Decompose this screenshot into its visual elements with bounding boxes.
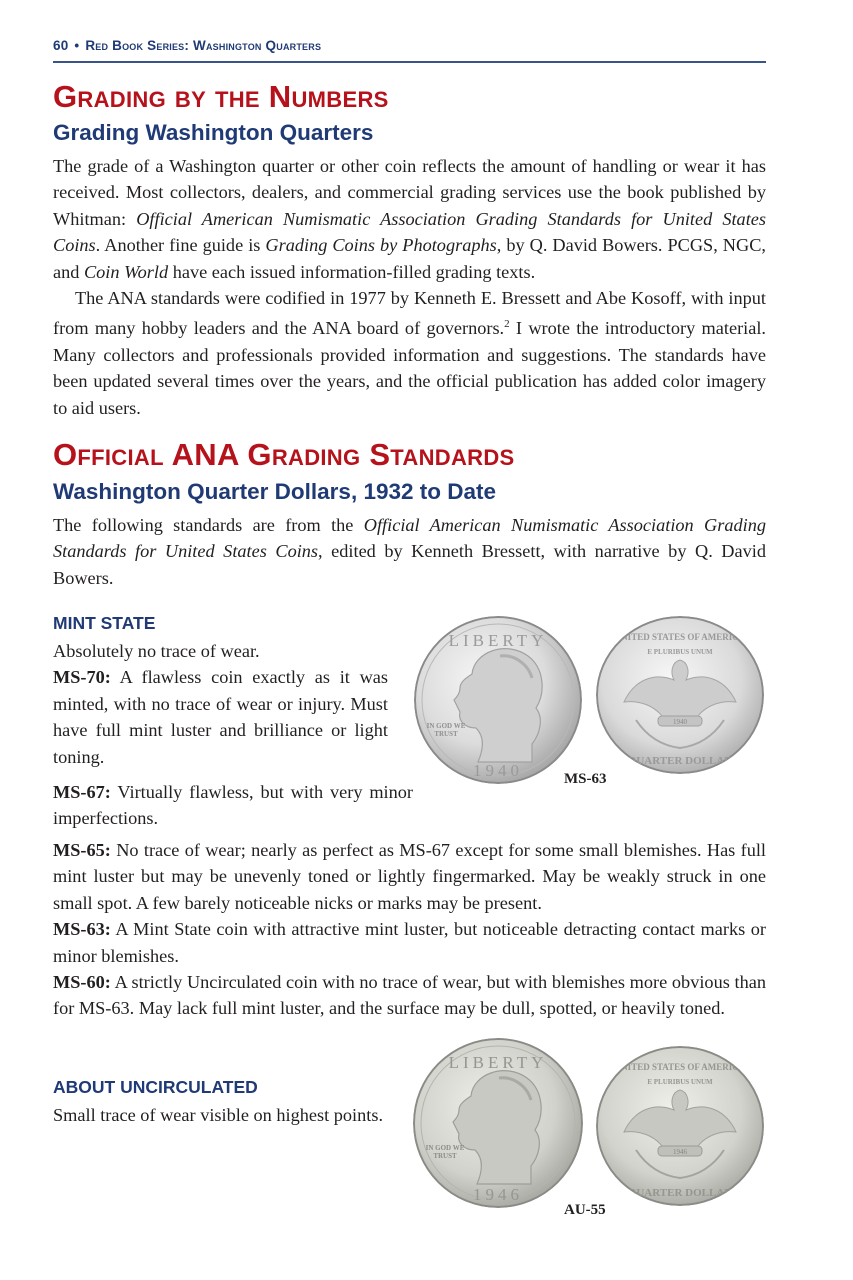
svg-text:TRUST: TRUST [434, 730, 458, 738]
coin-obverse-ms63 [414, 616, 582, 784]
grade-ms63 [53, 916, 766, 969]
book-title-ana-standards: Official American Numismatic Association Grading Standards for United States Coins [53, 515, 766, 562]
running-header [53, 38, 321, 53]
book-title-ana-standards: Official American Numismatic Association Grading Standards for United States Coins [53, 208, 766, 256]
footnote-marker: 2 [504, 318, 510, 331]
text-run: The following standards are from the [53, 515, 364, 535]
paragraph-grading-intro [53, 153, 766, 285]
svg-text:1946: 1946 [473, 1185, 523, 1204]
section-title-official-ana-standards: Official ANA Grading Standards [53, 437, 515, 472]
section-subtitle-washington-quarter-dollars: Washington Quarter Dollars, 1932 to Date [53, 479, 497, 504]
svg-text:TRUST: TRUST [433, 1152, 457, 1160]
grade-label: MS-60: [53, 972, 111, 993]
coin-reverse-ms63 [596, 616, 764, 774]
intro-body [53, 153, 766, 421]
page-number: 60 [53, 38, 69, 53]
heading-mint-state: MINT STATE [53, 613, 156, 633]
header-rule [53, 61, 766, 63]
svg-text:1940: 1940 [473, 761, 523, 780]
text-run: have each issued information-filled grading texts. [168, 261, 536, 282]
grade-ms60 [53, 969, 766, 1022]
mint-state-full-column [53, 837, 766, 1022]
svg-text:IN GOD WE: IN GOD WE [426, 722, 466, 730]
grade-label: MS-67: [53, 782, 111, 802]
text-run: The ANA standards were codified in 1977 by Kenneth E. Bressett and Abe Kosoff, with input from many hobby leaders and the ANA board of governors. [53, 288, 766, 339]
paragraph-ana-history [53, 285, 766, 421]
series-title: Red Book Series: Washington Quarters [85, 38, 322, 53]
grade-text: A strictly Uncirculated coin with no trace of wear, but with blemishes more obvious than for MS-63. May lack full mint luster, and the surface may be dull, spotted, or heavily toned. [53, 972, 766, 1019]
mint-state-description: Absolutely no trace of wear. [53, 641, 260, 661]
section-subtitle-grading-washington-quarters: Grading Washington Quarters [53, 120, 374, 145]
text-run: , by Q. David Bowers. PCGS, NGC, and [53, 235, 766, 282]
grade-label: MS-65: [53, 840, 111, 860]
text-run: . Another fine guide is [95, 235, 266, 256]
svg-text:E PLURIBUS UNUM: E PLURIBUS UNUM [647, 648, 713, 656]
svg-text:QUARTER DOLLAR: QUARTER DOLLAR [627, 755, 733, 767]
svg-text:UNITED STATES OF AMERICA: UNITED STATES OF AMERICA [614, 632, 746, 642]
coin-reverse-au55 [596, 1046, 764, 1206]
svg-text:UNITED STATES OF AMERICA: UNITED STATES OF AMERICA [614, 1062, 746, 1072]
book-title-grading-by-photographs: Grading Coins by Photographs [265, 235, 497, 256]
coin-caption-au55: AU-55 [564, 1202, 606, 1218]
text-run: , edited by Kenneth Bressett, with narrative by Q. David Bowers. [53, 541, 766, 588]
about-uncirculated-description [53, 1102, 388, 1128]
grade-text: No trace of wear; nearly as perfect as MS-67 except for some small blemishes. Has full mint luster but may be unevenly toned or lightly fingermarked. May be weakly struck in one small spot. A few barely noticeable nicks or marks may be present. [53, 840, 766, 913]
section-title-grading-by-numbers: Grading by the Numbers [53, 79, 389, 114]
publication-coin-world: Coin World [83, 261, 169, 282]
svg-text:1940: 1940 [673, 718, 687, 726]
grade-ms65 [53, 837, 766, 916]
heading-about-uncirculated: ABOUT UNCIRCULATED [53, 1077, 258, 1097]
grade-text: A flawless coin exactly as it was minted, with no trace of wear or injury. Must have full mint luster and brilliance or light toning. [53, 667, 388, 767]
standards-intro [53, 512, 766, 591]
grade-label: MS-63: [53, 919, 111, 940]
grade-ms67 [53, 779, 413, 832]
header-separator: • [74, 38, 80, 53]
grade-text: Virtually flawless, but with very minor imperfections. [53, 782, 413, 829]
svg-text:E PLURIBUS UNUM: E PLURIBUS UNUM [647, 1078, 713, 1086]
svg-text:IN GOD WE: IN GOD WE [425, 1144, 465, 1152]
text-run: I wrote the introductory material. Many collectors and professionals provided information and suggestions. The standards have been updated several times over the years, and the official publication has added color imagery to aid users. [53, 318, 766, 418]
svg-text:LIBERTY: LIBERTY [448, 1053, 548, 1072]
svg-text:QUARTER DOLLAR: QUARTER DOLLAR [627, 1187, 733, 1199]
grade-label: MS-70: [53, 667, 111, 688]
grade-text: A Mint State coin with attractive mint luster, but noticeable detracting contact marks or minor blemishes. [53, 919, 766, 966]
au-description-text: Small trace of wear visible on highest points. [53, 1105, 384, 1125]
svg-text:1946: 1946 [673, 1148, 687, 1156]
coin-obverse-au55 [413, 1038, 583, 1208]
mint-state-narrow-column [53, 638, 388, 770]
paragraph-standards-source [53, 512, 766, 591]
grade-ms70 [53, 664, 388, 770]
text-run: The grade of a Washington quarter or other coin reflects the amount of handling or wear it has received. Most collectors, dealers, and commercial grading services use the book published by Whitman: [53, 156, 766, 229]
coin-caption-ms63: MS-63 [564, 771, 607, 787]
svg-text:LIBERTY: LIBERTY [448, 631, 548, 650]
